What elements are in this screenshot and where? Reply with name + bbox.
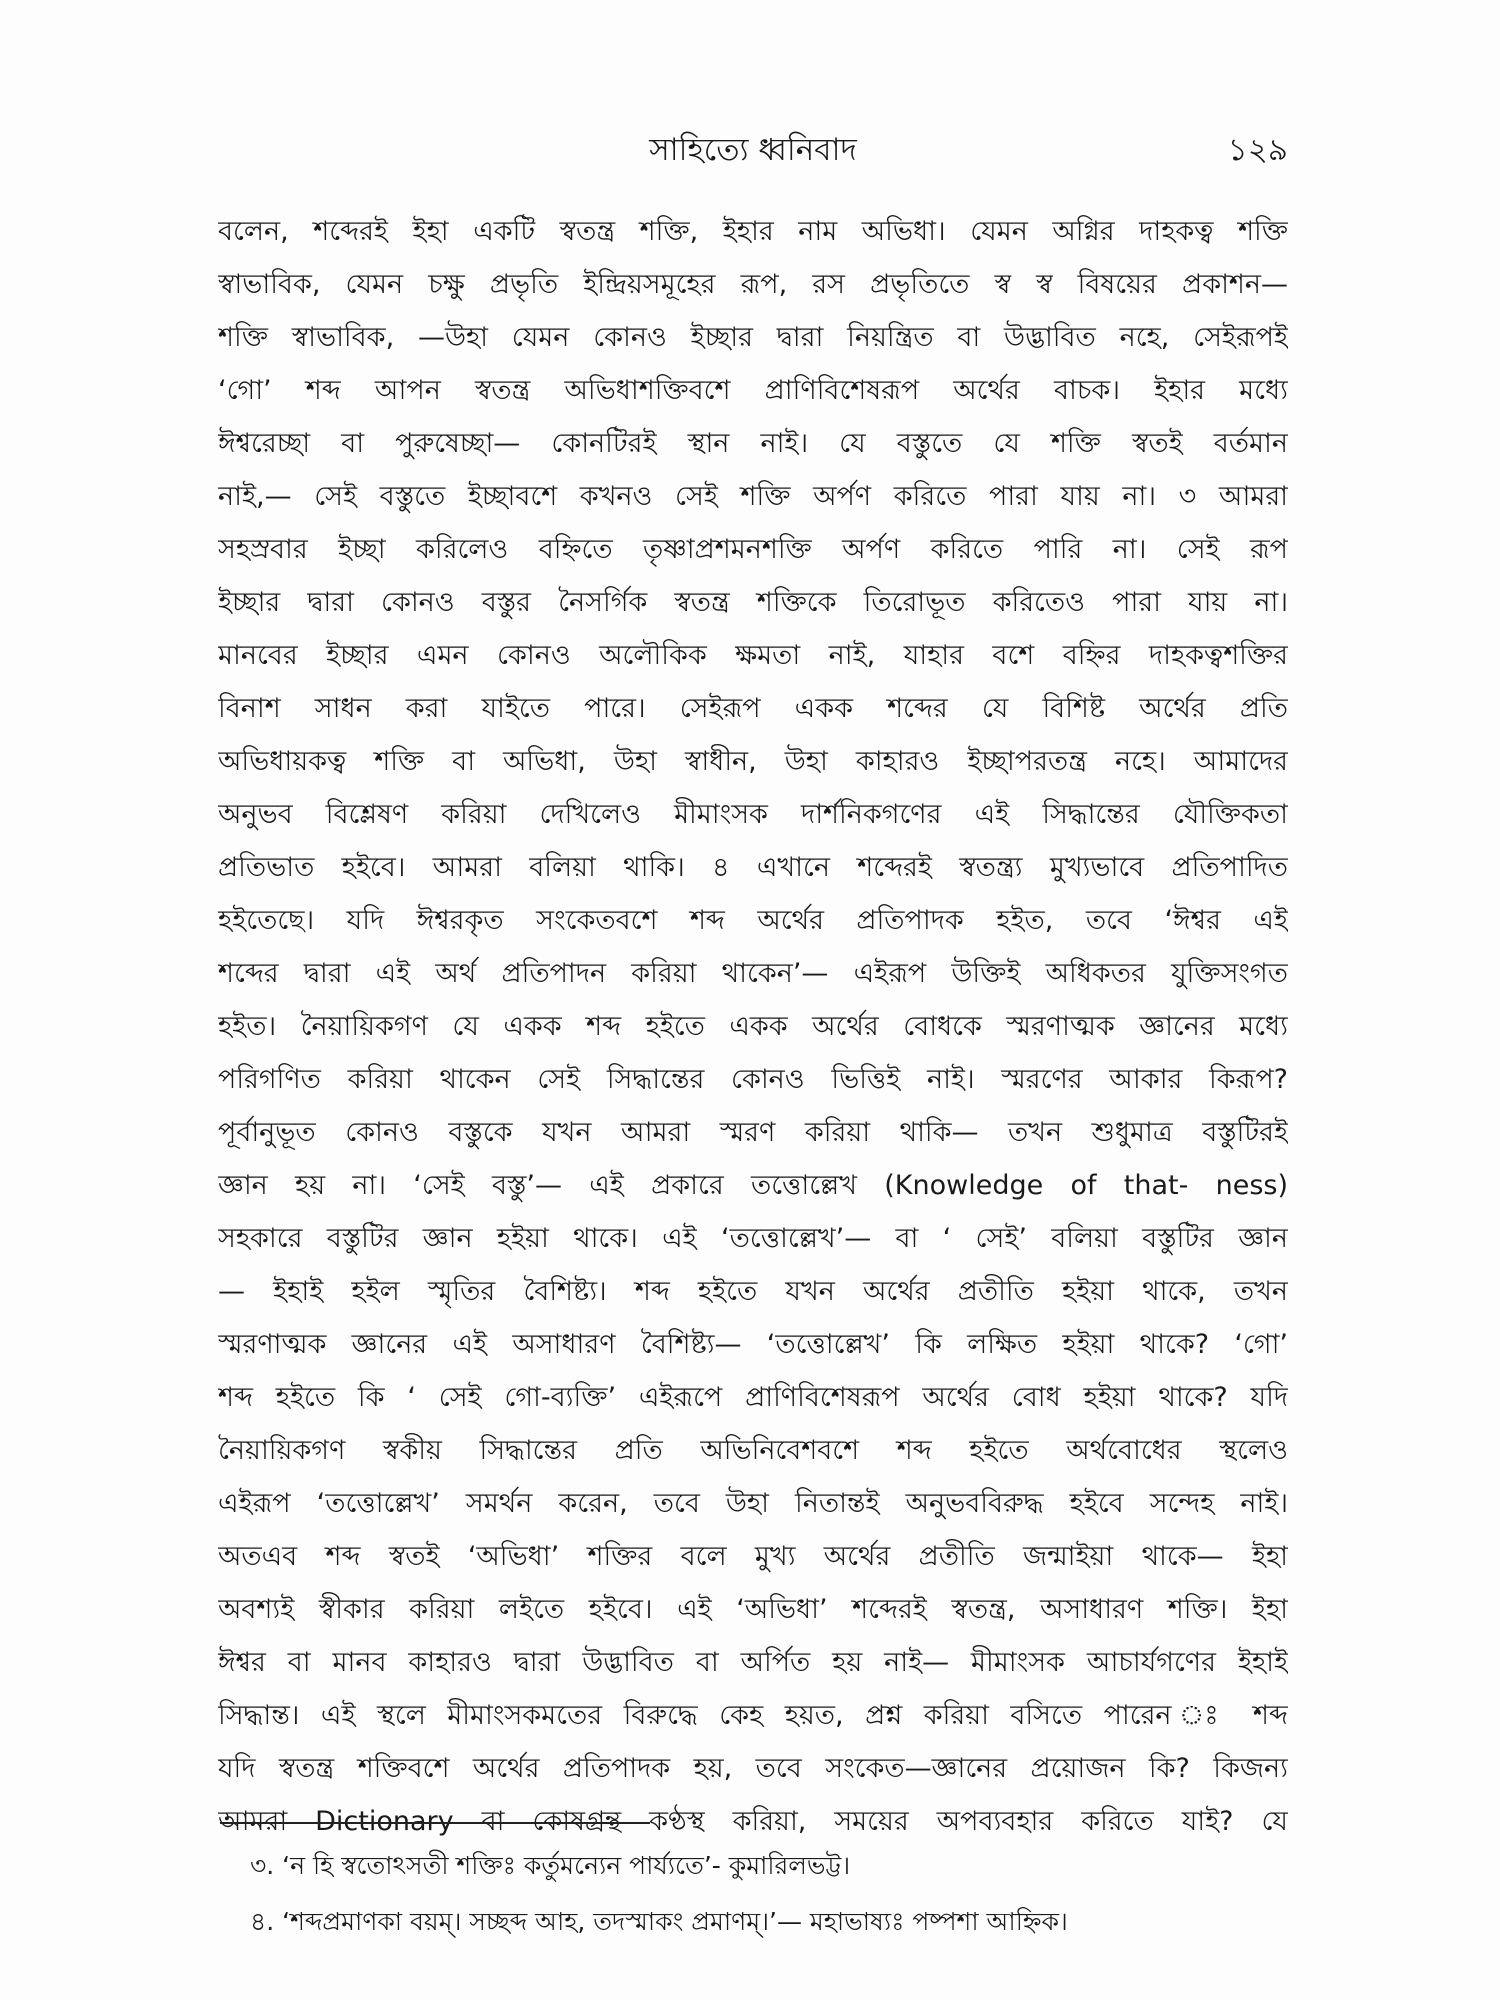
text-line: প্রতিভাত হইবে। আমরা বলিয়া থাকি। ৪ এখানে শব্দেরই স্বতন্ত্র্য মুখ্যভাবে প্রতিপাদিত	[218, 852, 1288, 883]
footnote-divider	[220, 1822, 650, 1824]
text-line: এইরূপ ‘তত্তোল্লেখ’ সমর্থন করেন, তবে উহা নিতান্তই অনুভববিরুদ্ধ হইবে সন্দেহ নাই।	[218, 1488, 1288, 1519]
text-line: হইতেছে। যদি ঈশ্বরকৃত সংকেতবশে শব্দ অর্থের প্রতিপাদক হইত, তবে ‘ঈশ্বর এই	[218, 905, 1288, 936]
page-number: ১২৯	[1227, 132, 1288, 168]
text-line: অনুভব বিশ্লেষণ করিয়া দেখিলেও মীমাংসক দার্শনিকগণের এই সিদ্ধান্তের যৌক্তিকতা	[218, 799, 1288, 830]
text-line: শব্দ হইতে কি ‘ সেই গো-ব্যক্তি’ এইরূপে প্রাণিবিশেষরূপ অর্থের বোধ হইয়া থাকে? যদি	[218, 1382, 1288, 1413]
text-line: সহকারে বস্তুটির জ্ঞান হইয়া থাকে। এই ‘তত্তোল্লেখ’— বা ‘ সেই’ বলিয়া বস্তুটির জ্ঞান	[218, 1223, 1288, 1254]
text-line: পরিগণিত করিয়া থাকেন সেই সিদ্ধান্তের কোনও ভিত্তিই নাই। স্মরণের আকার কিরূপ?	[218, 1064, 1288, 1095]
text-line: সিদ্ধান্ত। এই স্থলে মীমাংসকমতের বিরুদ্ধে কেহ হয়ত, প্রশ্ন করিয়া বসিতে পারেন ঃ শব্দ	[218, 1700, 1288, 1731]
text-line: হইত। নৈয়ায়িকগণ যে একক শব্দ হইতে একক অর্থের বোধকে স্মরণাত্মক জ্ঞানের মধ্যে	[218, 1011, 1288, 1042]
text-line: জ্ঞান হয় না। ‘সেই বস্তু’— এই প্রকারে তত্তোল্লেখ (Knowledge of that- ness)	[218, 1170, 1288, 1201]
text-line: নাই,— সেই বস্তুতে ইচ্ছাবশে কখনও সেই শক্তি অর্পণ করিতে পারা যায় না। ৩ আমরা	[218, 481, 1288, 512]
footnotes	[250, 1838, 1300, 1950]
text-line: — ইহাই হইল স্মৃতির বৈশিষ্ট্য। শব্দ হইতে যখন অর্থের প্রতীতি হইয়া থাকে, তখন	[218, 1276, 1288, 1307]
text-line: নৈয়ায়িকগণ স্বকীয় সিদ্ধান্তের প্রতি অভিনিবেশবশে শব্দ হইতে অর্থবোধের স্থলেও	[218, 1435, 1288, 1466]
text-line: যদি স্বতন্ত্র শক্তিবশে অর্থের প্রতিপাদক হয়, তবে সংকেত—জ্ঞানের প্রয়োজন কি? কিজন্য	[218, 1753, 1288, 1784]
text-line: অবশ্যই স্বীকার করিয়া লইতে হইবে। এই ‘অভিধা’ শব্দেরই স্বতন্ত্র, অসাধারণ শক্তি। ইহা	[218, 1594, 1288, 1625]
text-line: ‘গো’ শব্দ আপন স্বতন্ত্র অভিধাশক্তিবশে প্রাণিবিশেষরূপ অর্থের বাচক। ইহার মধ্যে	[218, 375, 1288, 406]
text-line: শব্দের দ্বারা এই অর্থ প্রতিপাদন করিয়া থাকেন’— এইরূপ উক্তিই অধিকতর যুক্তিসংগত	[218, 958, 1288, 989]
text-line: অতএব শব্দ স্বতই ‘অভিধা’ শক্তির বলে মুখ্য অর্থের প্রতীতি জন্মাইয়া থাকে— ইহা	[218, 1541, 1288, 1572]
footnote-3: ৩. ‘ন হি স্বতোঽসতী শক্তিঃ কর্তুমন্যেন পার্য্যতে’- কুমারিলভট্ট।	[250, 1851, 851, 1880]
text-line: বলেন, শব্দেরই ইহা একটি স্বতন্ত্র শক্তি, ইহার নাম অভিধা। যেমন অগ্নির দাহকত্ব শক্তি	[218, 216, 1288, 247]
text-line: সহস্রবার ইচ্ছা করিলেও বহ্নিতে তৃষ্ণাপ্রশমনশক্তি অর্পণ করিতে পারি না। সেই রূপ	[218, 534, 1288, 565]
text-line: অভিধায়কত্ব শক্তি বা অভিধা, উহা স্বাধীন, উহা কাহারও ইচ্ছাপরতন্ত্র নহে। আমাদের	[218, 746, 1288, 777]
text-line: ইচ্ছার দ্বারা কোনও বস্তুর নৈসর্গিক স্বতন্ত্র শক্তিকে তিরোভূত করিতেও পারা যায় না।	[218, 587, 1288, 618]
text-line: স্বাভাবিক, যেমন চক্ষু প্রভৃতি ইন্দ্রিয়সমূহের রূপ, রস প্রভৃতিতে স্ব স্ব বিষয়ের প্রকাশন—	[218, 269, 1288, 300]
text-line: ঈশ্বরেচ্ছা বা পুরুষেচ্ছা— কোনটিরই স্থান নাই। যে বস্তুতে যে শক্তি স্বতই বর্তমান	[218, 428, 1288, 459]
text-line: শক্তি স্বাভাবিক, —উহা যেমন কোনও ইচ্ছার দ্বারা নিয়ন্ত্রিত বা উদ্ভাবিত নহে, সেইরূপই	[218, 322, 1288, 353]
footnote-4: ৪. ‘শব্দপ্রমাণকা বয়ম্। সচ্ছব্দ আহ, তদস্মাকং প্রমাণম্।’— মহাভাষ্যঃ পষ্পশা আহ্নিক।	[250, 1907, 1068, 1936]
text-line: মানবের ইচ্ছার এমন কোনও অলৌকিক ক্ষমতা নাই, যাহার বশে বহ্নির দাহকত্বশক্তির	[218, 640, 1288, 671]
text-line: পূর্বানুভূত কোনও বস্তুকে যখন আমরা স্মরণ করিয়া থাকি— তখন শুধুমাত্র বস্তুটিরই	[218, 1117, 1288, 1148]
running-title: সাহিত্যে ধ্বনিবাদ	[649, 132, 857, 168]
text-line: বিনাশ সাধন করা যাইতে পারে। সেইরূপ একক শব্দের যে বিশিষ্ট অর্থের প্রতি	[218, 693, 1288, 724]
body-text	[218, 205, 1288, 1848]
text-line: আমরা Dictionary বা কোষগ্রন্থ কণ্ঠস্থ করিয়া, সময়ের অপব্যবহার করিতে যাই? যে	[218, 1806, 1288, 1837]
text-line: ঈশ্বর বা মানব কাহারও দ্বারা উদ্ভাবিত বা অর্পিত হয় নাই— মীমাংসক আচার্যগণের ইহাই	[218, 1647, 1288, 1678]
page-header	[218, 128, 1288, 178]
text-line: স্মরণাত্মক জ্ঞানের এই অসাধারণ বৈশিষ্ট্য— ‘তত্তোল্লেখ’ কি লক্ষিত হইয়া থাকে? ‘গো’	[218, 1329, 1288, 1360]
